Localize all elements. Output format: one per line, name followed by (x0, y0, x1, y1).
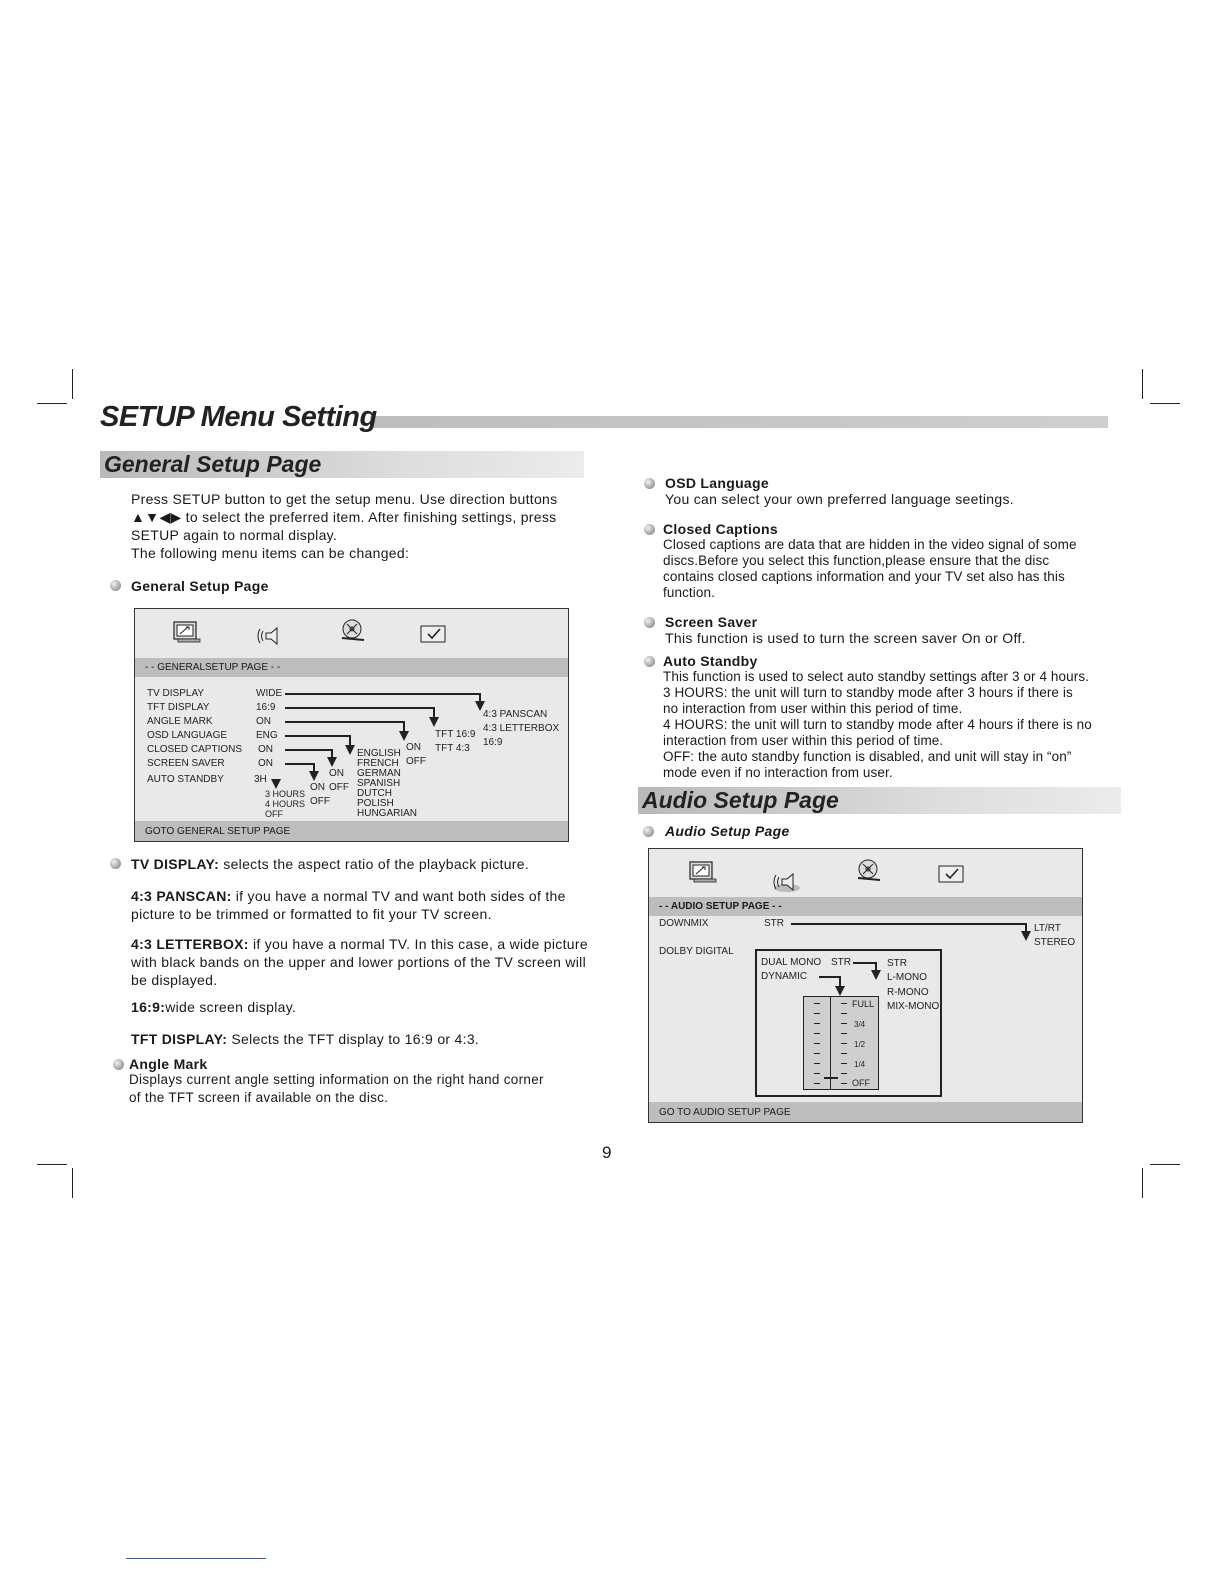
menu-row-label: TV DISPLAY (147, 688, 205, 699)
crop-mark (72, 1168, 73, 1198)
general-setup-icon (173, 621, 201, 643)
slider-tick (814, 1073, 820, 1074)
caption-option: OFF (329, 782, 349, 793)
arrow-down-icon (871, 970, 881, 980)
intro-line: The following menu items can be changed: (131, 545, 410, 561)
bullet-icon (113, 1059, 124, 1070)
slider-tick (841, 1053, 847, 1054)
slider-tick (814, 1013, 820, 1014)
intro-line: ▲▼◀▶ to select the preferred item. After finishing settings, press (131, 509, 557, 525)
angle-mark-label: Angle Mark (129, 1056, 208, 1072)
slider-tick (814, 1023, 820, 1024)
arrow-down-icon (835, 986, 845, 996)
mono-option: R-MONO (887, 987, 929, 998)
language-option: HUNGARIAN (357, 808, 418, 819)
tft-option: TFT 4:3 (435, 743, 470, 754)
letterbox-desc (131, 935, 588, 989)
tv-option: 4:3 LETTERBOX (483, 723, 560, 734)
tft-desc (131, 1030, 479, 1048)
letterbox-text-3: be displayed. (131, 972, 218, 988)
slider-tick (841, 1003, 847, 1004)
angle-mark-text (129, 1071, 544, 1107)
menu-footer-band (135, 821, 568, 841)
bullet-icon (110, 580, 121, 591)
video-reel-icon (339, 619, 367, 641)
connector-line (853, 962, 877, 964)
panscan-label: 4:3 PANSCAN: (131, 888, 232, 904)
bullet-icon (644, 478, 655, 489)
standby-line: interaction from user within this period of time. (663, 733, 944, 748)
menu-row-label: AUTO STANDBY (147, 774, 224, 785)
crop-mark (1142, 1168, 1143, 1198)
standby-option: 3 HOURS (265, 789, 306, 799)
dynamic-level: OFF (852, 1078, 870, 1088)
slider-tick (841, 1043, 847, 1044)
dynamic-level: 3/4 (854, 1020, 866, 1029)
tft-text: Selects the TFT display to 16:9 or 4:3. (227, 1031, 480, 1047)
general-setup-menu-screen (134, 608, 569, 842)
menu-row-value: 3H (254, 774, 267, 785)
tv-option: 4:3 PANSCAN (483, 709, 548, 720)
tv-display-desc (131, 855, 529, 873)
slider-tick (814, 1083, 820, 1084)
page-number: 9 (602, 1143, 612, 1162)
bullet-icon (643, 826, 654, 837)
standby-line: OFF: the auto standby function is disabled, and unit will stay in “on” (663, 749, 1072, 764)
audio-setup-menu-screen (648, 848, 1083, 1123)
tft-label: TFT DISPLAY: (131, 1031, 228, 1047)
cc-line: discs.Before you select this function,please ensure that the disc (663, 553, 1050, 568)
audio-speaker-icon (257, 625, 285, 647)
footnote-rule (126, 1558, 266, 1559)
title-rule (370, 416, 1108, 428)
auto-standby-label: Auto Standby (663, 653, 758, 669)
arrow-down-icon (309, 771, 319, 781)
menu-row-value: ON (258, 744, 273, 755)
closed-captions-label: Closed Captions (663, 521, 778, 537)
crop-mark (72, 369, 73, 399)
menu-row-value: 16:9 (256, 702, 276, 713)
menu-row-value: WIDE (256, 688, 283, 699)
menu-row-label: OSD LANGUAGE (147, 730, 228, 741)
connector-line (791, 923, 1027, 925)
page-title: SETUP Menu Setting (100, 401, 377, 433)
crop-mark (1142, 369, 1143, 399)
intro-line: SETUP again to normal display. (131, 527, 338, 543)
slider-tick (841, 1083, 847, 1084)
letterbox-label: 4:3 LETTERBOX: (131, 936, 249, 952)
tft-option: TFT 16:9 (435, 729, 476, 740)
arrow-down-icon (399, 731, 409, 741)
dolby-digital-label: DOLBY DIGITAL (659, 946, 734, 957)
bullet-icon (644, 656, 655, 667)
menu-header: - - AUDIO SETUP PAGE - - (659, 901, 782, 912)
caption-option: ON (329, 768, 344, 779)
arrow-down-icon (345, 745, 355, 755)
crop-mark (37, 403, 67, 404)
connector-line (819, 976, 841, 978)
standby-line: no interaction from user within this period of time. (663, 701, 963, 716)
bullet-icon (110, 858, 121, 869)
menu-row-label: SCREEN SAVER (147, 758, 225, 769)
bullet-icon (644, 524, 655, 535)
preference-check-icon (937, 863, 965, 885)
osd-language-text: You can select your own preferred language seetings. (665, 491, 1014, 507)
slider-tick (841, 1013, 847, 1014)
tv-display-label: TV DISPLAY: (131, 856, 220, 872)
language-option: GERMAN (357, 768, 401, 779)
standby-line: 4 HOURS: the unit will turn to standby mode after 4 hours if there is no (663, 717, 1092, 732)
slider-tick (814, 1053, 820, 1054)
angle-option: ON (406, 742, 421, 753)
closed-captions-text (663, 537, 1077, 601)
dynamic-range-slider[interactable] (803, 996, 879, 1090)
screen-saver-label: Screen Saver (665, 614, 758, 630)
connector-line (285, 693, 481, 695)
saver-option: ON (310, 782, 325, 793)
wide-desc (131, 998, 296, 1016)
intro-line: Press SETUP button to get the setup menu. Use direction buttons (131, 491, 558, 507)
slider-tick (841, 1023, 847, 1024)
menu-header: - - GENERALSETUP PAGE - - (145, 662, 281, 673)
mono-option: MIX-MONO (887, 1001, 940, 1012)
cc-line: Closed captions are data that are hidden in the video signal of some (663, 537, 1077, 552)
crop-mark (1150, 1164, 1180, 1165)
standby-option: OFF (265, 809, 283, 819)
panscan-desc (131, 887, 566, 923)
letterbox-text: if you have a normal TV. In this case, a wide picture (248, 936, 588, 952)
menu-row-label: CLOSED CAPTIONS (147, 744, 243, 755)
tv-option: 16:9 (483, 737, 503, 748)
slider-tick (841, 1073, 847, 1074)
osd-language-label: OSD Language (665, 475, 769, 491)
crop-mark (37, 1164, 67, 1165)
cc-line: contains closed captions information and your TV set also has this (663, 569, 1065, 584)
menu-row-value: ENG (256, 730, 278, 741)
preference-check-icon (419, 623, 447, 645)
crop-mark (1150, 403, 1180, 404)
bullet-icon (644, 617, 655, 628)
connector-line (285, 707, 435, 709)
menu-header-band (649, 897, 1082, 916)
connector-line (285, 749, 333, 751)
menu-row-label: ANGLE MARK (147, 716, 213, 727)
mono-option: STR (887, 958, 907, 969)
menu-footer: GOTO GENERAL SETUP PAGE (145, 826, 291, 837)
mono-option: L-MONO (887, 972, 927, 983)
slider-tick (814, 1003, 820, 1004)
wide-label: 16:9: (131, 999, 166, 1015)
arrow-down-icon (327, 757, 337, 767)
angle-mark-line: Displays current angle setting information on the right hand corner (129, 1072, 544, 1087)
angle-option: OFF (406, 756, 426, 767)
screen-saver-text: This function is used to turn the screen saver On or Off. (665, 630, 1026, 646)
wide-text: wide screen display. (165, 999, 297, 1015)
downmix-option: LT/RT (1034, 923, 1061, 934)
audio-setup-heading: Audio Setup Page (638, 787, 1121, 814)
slider-tick (814, 1033, 820, 1034)
saver-option: OFF (310, 796, 330, 807)
language-option: FRENCH (357, 758, 399, 769)
language-option: SPANISH (357, 778, 401, 789)
language-option: POLISH (357, 798, 394, 809)
slider-tick (841, 1063, 847, 1064)
menu-footer: GO TO AUDIO SETUP PAGE (659, 1107, 791, 1118)
standby-line: mode even if no interaction from user. (663, 765, 893, 780)
general-setup-heading: General Setup Page (100, 451, 584, 478)
arrow-down-icon (429, 717, 439, 727)
slider-tick (814, 1043, 820, 1044)
arrow-down-icon (271, 779, 281, 789)
dynamic-level: 1/4 (854, 1060, 866, 1069)
tv-display-text: selects the aspect ratio of the playback picture. (219, 856, 530, 872)
audio-setup-bullet-label: Audio Setup Page (665, 823, 790, 839)
dual-mono-label: DUAL MONO (761, 957, 822, 968)
dynamic-label: DYNAMIC (761, 971, 808, 982)
general-setup-bullet-label: General Setup Page (131, 578, 269, 594)
slider-track (830, 997, 831, 1089)
downmix-option: STEREO (1034, 937, 1076, 948)
standby-line: This function is used to select auto standby settings after 3 or 4 hours. (663, 669, 1090, 684)
intro-text (131, 490, 601, 562)
connector-line (285, 763, 315, 765)
menu-header-band (135, 658, 568, 677)
auto-standby-text (663, 669, 1092, 781)
letterbox-text-2: with black bands on the upper and lower portions of the TV screen will (131, 954, 586, 970)
slider-thumb[interactable] (824, 1077, 838, 1079)
general-setup-icon (689, 861, 717, 883)
language-option: ENGLISH (357, 748, 401, 759)
connector-line (285, 735, 351, 737)
menu-row-value: ON (256, 716, 271, 727)
menu-footer-band (649, 1102, 1082, 1122)
audio-speaker-icon (773, 871, 801, 893)
connector-line (285, 721, 405, 723)
downmix-value: STR (764, 918, 784, 929)
angle-mark-line: of the TFT screen if available on the disc. (129, 1090, 389, 1105)
dynamic-level: FULL (852, 999, 875, 1009)
dynamic-level: 1/2 (854, 1040, 866, 1049)
dolby-submenu-box (755, 949, 942, 1097)
menu-row-label: TFT DISPLAY (147, 702, 210, 713)
downmix-label: DOWNMIX (659, 918, 709, 929)
slider-tick (841, 1033, 847, 1034)
standby-line: 3 HOURS: the unit will turn to standby mode after 3 hours if there is (663, 685, 1073, 700)
standby-option: 4 HOURS (265, 799, 306, 809)
language-option: DUTCH (357, 788, 392, 799)
panscan-text: if you have a normal TV and want both sides of the (231, 888, 566, 904)
video-reel-icon (855, 859, 883, 881)
dual-mono-value: STR (831, 957, 851, 968)
menu-row-value: ON (258, 758, 273, 769)
panscan-text-2: picture to be trimmed or formatted to fit your TV screen. (131, 906, 492, 922)
cc-line: function. (663, 585, 715, 600)
arrow-down-icon (1021, 931, 1031, 941)
slider-tick (814, 1063, 820, 1064)
